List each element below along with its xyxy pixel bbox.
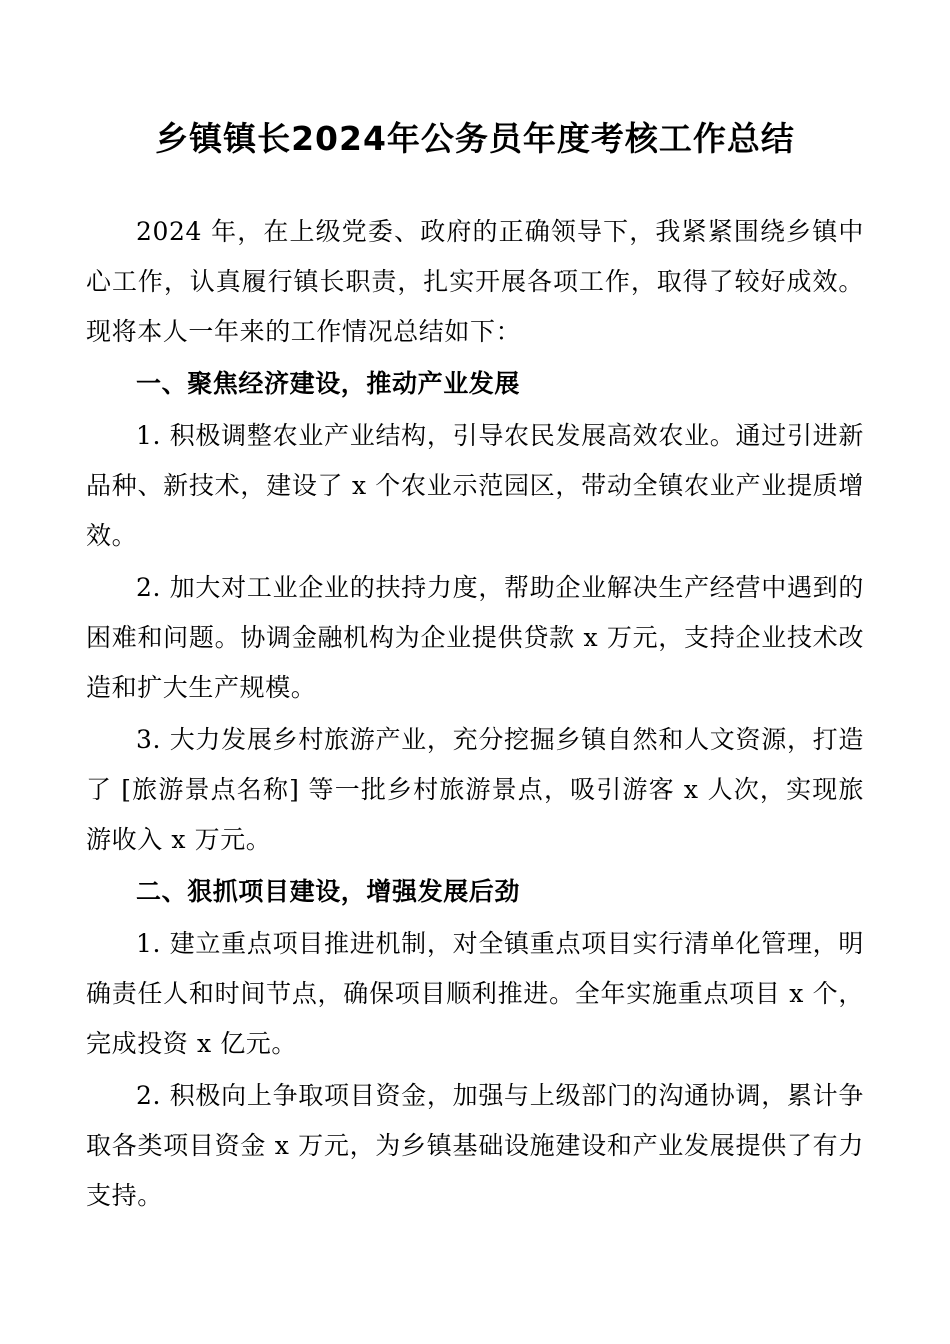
paragraph-2-1: 1. 建立重点项目推进机制，对全镇重点项目实行清单化管理，明确责任人和时间节点，确保项目顺利推进。全年实施重点项目 x 个，完成投资 x 亿元。 [86,928,864,1058]
paragraph-1-3: 3. 大力发展乡村旅游产业，充分挖掘乡镇自然和人文资源，打造了 [旅游景点名称] 等一批乡村旅游景点，吸引游客 x 人次，实现旅游收入 x 万元。 [86,724,864,854]
paragraph-1-2: 2. 加大对工业企业的扶持力度，帮助企业解决生产经营中遇到的困难和问题。协调金融机构为企业提供贷款 x 万元，支持企业技术改造和扩大生产规模。 [86,572,864,702]
document-body [86,207,864,1221]
paragraph-1-1: 1. 积极调整农业产业结构，引导农民发展高效农业。通过引进新品种、新技术，建设了 x 个农业示范园区，带动全镇农业产业提质增效。 [86,420,864,550]
paragraph-2-2: 2. 积极向上争取项目资金，加强与上级部门的沟通协调，累计争取各类项目资金 x 万元，为乡镇基础设施建设和产业发展提供了有力支持。 [86,1080,864,1210]
section-heading-two: 二、狠抓项目建设，增强发展后劲 [136,876,521,906]
section-heading-one: 一、聚焦经济建设，推动产业发展 [136,368,521,398]
page-title: 乡镇镇长2024年公务员年度考核工作总结 [155,119,795,158]
paragraph-intro: 2024 年，在上级党委、政府的正确领导下，我紧紧围绕乡镇中心工作，认真履行镇长职责，扎实开展各项工作，取得了较好成效。现将本人一年来的工作情况总结如下： [86,216,864,346]
